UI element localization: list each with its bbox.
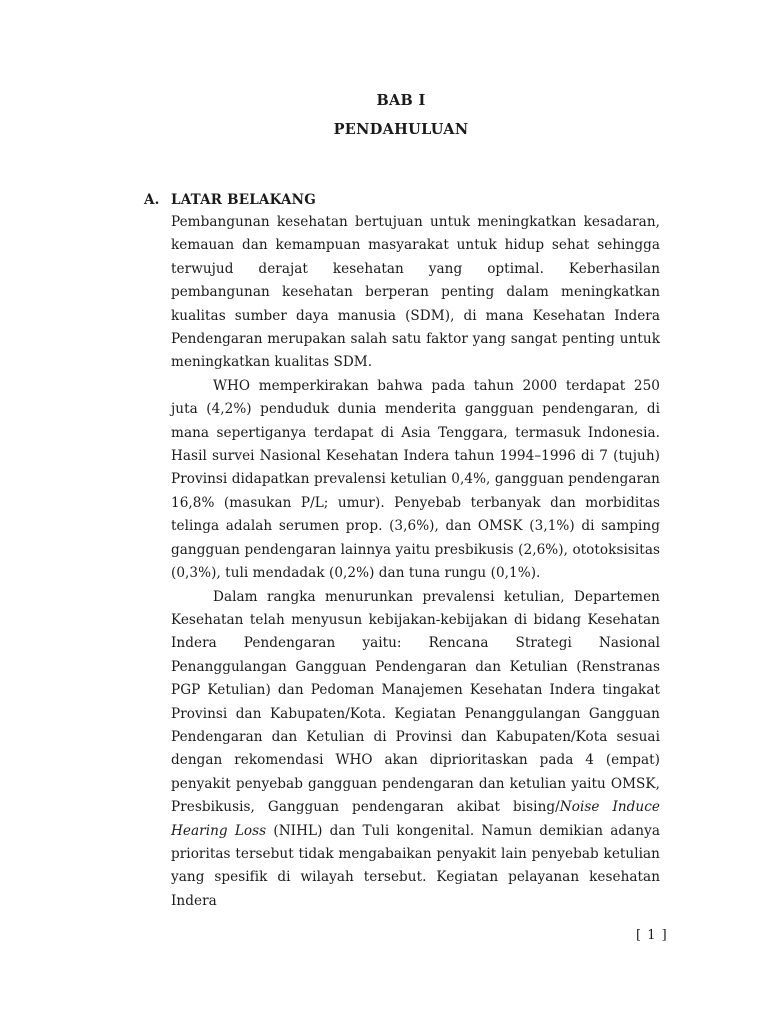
chapter-label: BAB I [376,92,426,109]
paragraph: Pembangunan kesehatan bertujuan untuk meningkatkan kesadaran, kemauan dan kemampuan masyarakat untuk hidup sehat sehingga terwujud derajat kesehatan yang optimal. Keberhasilan pembangunan kesehatan berperan penting dalam meningkatkan kualitas sumber daya manusia (SDM), di mana Kesehatan Indera Pendengaran merupakan salah satu faktor yang sangat penting untuk meningkatkan kualitas SDM. [171,214,660,371]
paragraph: WHO memperkirakan bahwa pada tahun 2000 terdapat 250 juta (4,2%) penduduk dunia menderita gangguan pendengaran, di mana sepertiganya terdapat di Asia Tenggara, termasuk Indonesia. Hasil survei Nasional Kesehatan Indera tahun 1994–1996 di 7 (tujuh) Provinsi didapatkan prevalensi ketulian 0,4%, gangguan pendengaran 16,8% (masukan P/L; umur). Penyebab terbanyak dan morbiditas telinga adalah serumen prop. (3,6%), dan OMSK (3,1%) di samping gangguan pendengaran lainnya yaitu presbikusis (2,6%), ototoksisitas (0,3%), tuli mendadak (0,2%) dan tuna rungu (0,1%). [171,377,660,582]
page-number: [ 1 ] [636,928,668,943]
section-title: LATAR BELAKANG [171,192,316,208]
chapter-title: PENDAHULUAN [333,121,469,138]
body-text [171,211,660,913]
italic-term: Noise Induce Hearing Loss [171,799,660,839]
paragraph-text: (NIHL) dan Tuli kongenital. Namun demikian adanya prioritas tersebut tidak mengabaikan penyakit lain penyebab ketulian yang spesifik di wilayah tersebut. Kegiatan pelayanan kesehatan Indera [171,822,660,909]
paragraph [171,586,660,914]
section-heading [144,192,316,208]
paragraph-text: Dalam rangka menurunkan prevalensi ketulian, Departemen Kesehatan telah menyusun kebijakan-kebijakan di bidang Kesehatan Indera Pendengaran yaitu: Rencana Strategi Nasional Penanggulangan Gangguan Pendengaran dan Ketulian (Renstranas PGP Ketulian) dan Pedoman Manajemen Kesehatan Indera tingakat Provinsi dan Kabupaten/Kota. Kegiatan Penanggulangan Gangguan Pendengaran dan Ketulian di Provinsi dan Kabupaten/Kota sesuai dengan rekomendasi WHO akan diprioritaskan pada 4 (empat) penyakit penyebab gangguan pendengaran dan ketulian yaitu OMSK, Presbikusis, Gangguan pendengaran akibat bising/ [171,588,660,816]
section-number: A. [144,192,160,208]
